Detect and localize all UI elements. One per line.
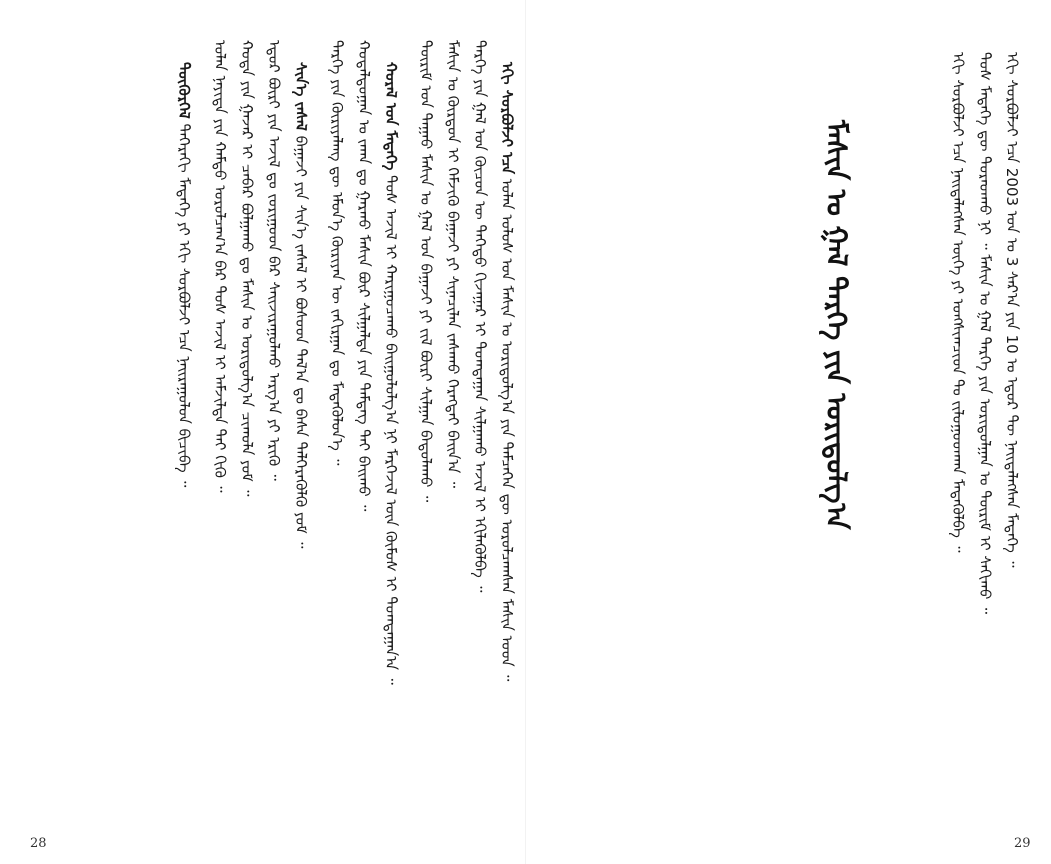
page-title: ᠮᠠᠰᠢᠨ ᠤ ᠭᠠᠯ ᠲᠡᠷᠭᠡ ᠶᠢᠨ ᠤᠷᠢᠳᠤᠯᠭ᠎ᠠ	[820, 120, 853, 530]
column-text: ᠲᠡᠷᠭᠡ ᠶᠢᠨ ᠭᠠᠯ ᠤᠨ ᠬᠦᠴᠦᠨ ᠦ ᠳᠡᠭᠡᠳᠦ ᠬᠢᠵᠠᠭᠠᠷ ᠢ ᠲᠣᠭᠲᠠᠭᠠᠨ ᠰᠢᠯᠭᠠᠬᠤ ᠠᠵᠢᠯ ᠢ ᠡᠬᠢᠯᠡᠭᠦᠯᠪᠡ ᠃	[471, 40, 489, 593]
column-text: ᠣᠯᠠᠨ ᠤᠯᠤᠰ ᠤᠨ ᠮᠠᠰᠢᠨ ᠤ ᠤᠷᠢᠳᠤᠯᠭ᠎ᠠ ᠶᠢᠨ ᠲᠡᠮᠴᠡᠭᠡᠨ ᠳᠦ ᠣᠷᠣᠯᠴᠠᠭᠰᠠᠨ ᠮᠠᠰᠢᠨ ᠤᠳ ᠃	[498, 178, 516, 682]
para-head: ᠡᠬᠢ ᠰᠤᠷᠪᠤᠯᠵᠢ ᠡᠴᠡ	[498, 62, 516, 174]
left-column-10	[238, 40, 260, 820]
column-text: ᠬᠤᠳᠠᠯᠳᠤᠭᠠᠨ ᠤ ᠵᠠᠬᠠ ᠳᠤ ᠭᠠᠷᠬᠤ ᠮᠠᠰᠢᠨ ᠪᠦᠷ ᠰᠢᠯᠭᠠᠯᠲᠠ ᠶᠢᠨ ᠲᠡᠮᠳᠡᠭ ᠲᠠᠢ ᠪᠠᠢᠬᠤ ᠃	[355, 40, 373, 512]
page-number-right: 29	[1014, 836, 1031, 851]
para-head: ᠳᠦᠭᠦᠷᠭᠡᠯ	[175, 62, 193, 119]
column-text: ᠲᠡᠷᠭᠡ ᠶᠢᠨ ᠬᠦᠷᠢᠶᠡᠯᠡᠩ ᠳᠦ ᠡᠮᠦᠨ᠎ᠡ ᠬᠦᠷᠢᠶᠡᠨ ᠦ ᠵᠠᠬᠢᠷᠭᠠᠨ ᠳᠤ ᠮᠡᠳᠡᠭᠦᠯᠦᠨ᠎ᠡ ᠃	[328, 40, 346, 466]
right-column-3: ᠡᠬᠢ ᠰᠤᠷᠪᠤᠯᠵᠢ ᠡᠴᠡ ᠨᠡᠢᠲᠡᠯᠡᠭᠰᠡᠨ ᠦᠭᠡ ᠶᠢ ᠤᠩᠰᠢᠭᠴᠢᠳ ᠲᠤ ᠵᠢᠯᠤᠭᠤᠳᠬᠠᠨ ᠮᠡᠳᠡᠭᠦᠯᠪᠡ ᠃	[949, 52, 967, 553]
left-column-3	[444, 40, 466, 820]
left-column-9	[265, 40, 287, 820]
right-column-1: ᠡᠬᠢ ᠰᠤᠷᠪᠤᠯᠵᠢ ᠡᠴᠡ 2003 ᠣᠨ ᠤ 3 ᠰᠠᠷ᠎ᠠ ᠶᠢᠨ 10 ᠤ ᠡᠳᠦᠷ ᠲᠦ ᠨᠡᠢᠲᠡᠯᠡᠭᠰᠡᠨ ᠮᠡᠳᠡᠭᠡ ᠃	[1003, 52, 1021, 568]
right-column-2: ᠲᠤᠰ ᠮᠡᠳᠡᠭᠡ ᠳᠦ ᠳᠤᠷᠠᠳᠬᠤ ᠨᠢ ᠃ ᠮᠠᠰᠢᠨ ᠤ ᠭᠠᠯ ᠲᠡᠷᠭᠡ ᠶᠢᠨ ᠤᠷᠢᠳᠤᠯᠭᠠᠨ ᠤ ᠳᠦᠷᠢᠮ ᠢ ᠰᠠᠬᠢᠬᠤ ᠃	[976, 52, 994, 614]
column-text: ᠣᠯᠠᠨ ᠨᠡᠶᠢᠲᠡ ᠶᠢᠨ ᠬᠠᠮᠲᠤ ᠣᠷᠣᠯᠴᠠᠭ᠎ᠠ ᠪᠠᠷ ᠲᠤᠰ ᠠᠵᠢᠯ ᠢ ᠠᠮᠵᠢᠯᠲᠠ ᠲᠠᠢ ᠬᠢᠬᠦ ᠃	[211, 40, 229, 493]
column-text: ᠬᠣᠲᠠ ᠶᠢᠨ ᠭᠠᠵᠠᠷ ᠢ ᠴᠡᠪᠡᠷ ᠪᠣᠯᠭᠠᠬᠤ ᠳᠤ ᠮᠠᠰᠢᠨ ᠤ ᠤᠷᠢᠳᠤᠯᠭ᠎ᠠ ᠴᠢᠬᠤᠯᠠ ᠶᠤᠮ ᠃	[238, 40, 256, 497]
page-number-left: 28	[30, 836, 47, 851]
column-text: ᠳᠦᠷᠢᠮ ᠤᠨ ᠳᠠᠭᠠᠤ ᠮᠠᠰᠢᠨ ᠤ ᠭᠠᠯ ᠤᠨ ᠪᠠᠭᠠᠵᠢ ᠶᠢ ᠵᠢᠯ ᠪᠦᠷᠢ ᠰᠢᠯᠭᠠᠨ ᠪᠠᠲᠤᠯᠠᠬᠤ ᠃	[417, 40, 435, 503]
column-text: ᠳᠡᠭᠡᠷᠡᠬᠢ ᠮᠡᠳᠡᠭᠡ ᠶᠢ ᠡᠬᠢ ᠰᠤᠷᠪᠤᠯᠵᠢ ᠡᠴᠡ ᠨᠠᠢᠷᠠᠭᠤᠯᠤᠨ ᠪᠢᠴᠢᠪᠡ ᠃	[175, 123, 193, 488]
para-head: ᠬᠤᠷᠠᠯ ᠤᠨ ᠮᠡᠳᠡᠭᠡ	[382, 62, 400, 171]
column-text: ᠪᠠᠭᠠᠵᠢ ᠶᠢᠨ ᠰᠢᠨ᠎ᠡ ᠵᠠᠰᠠᠯ ᠢ ᠪᠤᠰᠤᠳ ᠲᠠᠯ᠎ᠠ ᠳᠤ ᠪᠠᠰᠠ ᠳᠡᠯᠭᠡᠷᠡᠭᠦᠯᠬᠦ ᠶᠤᠮ ᠃	[292, 135, 310, 549]
left-column-1	[498, 40, 520, 820]
column-text: ᠡᠳᠦᠷ ᠪᠦᠷᠢ ᠶᠢᠨ ᠠᠵᠢᠯ ᠳᠤ ᠵᠣᠷᠢᠭᠤᠳ ᠪᠠᠷ ᠰᠠᠢᠵᠢᠷᠠᠭᠤᠯᠬᠤ ᠠᠷᠭ᠎ᠠ ᠶᠢ ᠡᠷᠢᠬᠦ ᠃	[265, 40, 283, 481]
left-column-6	[355, 40, 377, 820]
left-column-7	[328, 40, 350, 820]
column-text: ᠮᠠᠰᠢᠨ ᠤ ᠬᠦᠷᠳᠦᠨ ᠢ ᠬᠡᠮᠵᠢᠬᠦ ᠪᠠᠭᠠᠵᠢ ᠶᠢ ᠰᠢᠨᠡᠴᠢᠯᠡᠨ ᠵᠠᠰᠠᠬᠤ ᠬᠡᠷᠡᠭᠲᠡᠢ ᠪᠠᠢᠨ᠎ᠠ ᠃	[444, 40, 462, 488]
left-column-11	[211, 40, 233, 820]
column-text: ᠲᠤᠰ ᠠᠵᠢᠯ ᠢ ᠬᠠᠷᠢᠭᠤᠴᠠᠬᠤ ᠪᠠᠢᠭᠤᠯᠤᠯᠭ᠎ᠠ ᠨᠢ ᠮᠡᠷᠭᠡᠵᠢᠯ ᠦᠨ ᠬᠦᠮᠦᠰ ᠢ ᠲᠣᠭᠲᠠᠭᠠᠨ᠎ᠠ ᠃	[382, 175, 400, 685]
para-head: ᠰᠢᠨ᠎ᠡ ᠵᠠᠰᠠᠯ	[292, 62, 310, 131]
left-column-12	[175, 40, 197, 820]
left-column-2	[471, 40, 493, 820]
left-column-8	[292, 40, 314, 820]
left-column-4	[417, 40, 439, 820]
left-column-5	[382, 40, 404, 820]
